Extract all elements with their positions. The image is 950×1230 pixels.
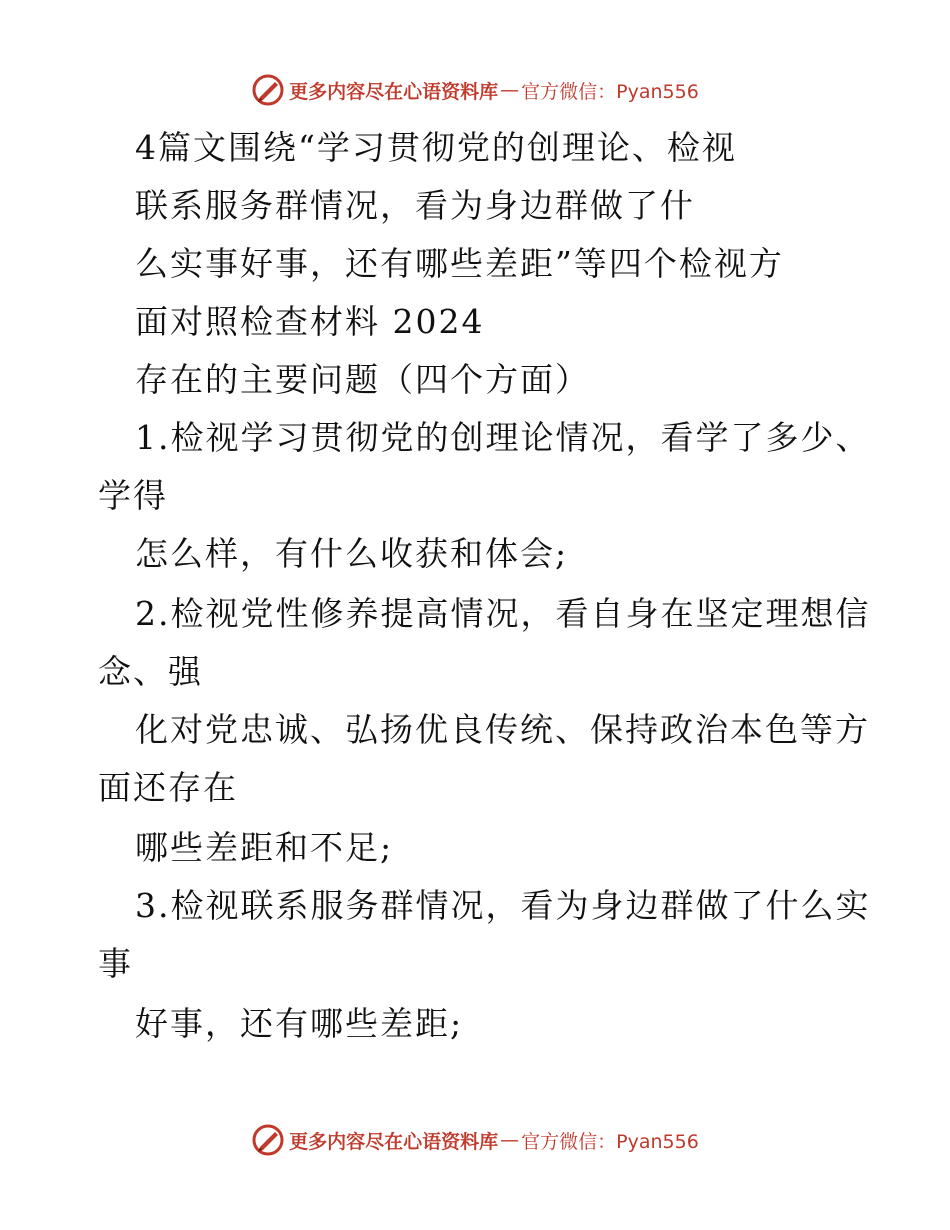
footer-banner <box>0 1120 950 1160</box>
banner-main-text: 更多内容尽在心语资料库 <box>289 1130 499 1153</box>
title-line-1: 4篇文围绕“学习贯彻党的创理论、检视 <box>135 128 737 167</box>
body-line: 学得 <box>98 476 168 515</box>
pen-logo-icon <box>251 73 285 107</box>
title-line-4: 面对照检查材料 2024 <box>135 302 485 341</box>
section-heading: 存在的主要问题（四个方面） <box>135 360 590 399</box>
body-line: 事 <box>98 944 133 983</box>
body-line: 3.检视联系服务群情况，看为身边群做了什么实 <box>135 886 871 925</box>
title-line-2: 联系服务群情况，看为身边群做了什 <box>135 186 695 225</box>
banner-main-text: 更多内容尽在心语资料库 <box>289 80 499 103</box>
body-line: 化对党忠诚、弘扬优良传统、保持政治本色等方 <box>135 710 870 749</box>
body-line: 哪些差距和不足; <box>135 828 394 867</box>
banner-wechat-text: 官方微信：Pyan556 <box>521 80 699 103</box>
body-line: 面还存在 <box>98 768 238 807</box>
banner-separator: — <box>500 1129 520 1151</box>
pen-logo-icon <box>251 1123 285 1157</box>
title-line-3: 么实事好事，还有哪些差距”等四个检视方 <box>135 244 784 283</box>
banner-separator: — <box>500 79 520 101</box>
body-line: 念、强 <box>98 652 203 691</box>
body-line: 好事，还有哪些差距; <box>135 1004 464 1043</box>
body-line: 2.检视党性修养提高情况，看自身在坚定理想信 <box>135 594 871 633</box>
body-line: 1.检视学习贯彻党的创理论情况，看学了多少、 <box>135 418 871 457</box>
banner-wechat-text: 官方微信：Pyan556 <box>521 1130 699 1153</box>
header-banner <box>0 70 950 110</box>
body-line: 怎么样，有什么收获和体会; <box>135 534 569 573</box>
